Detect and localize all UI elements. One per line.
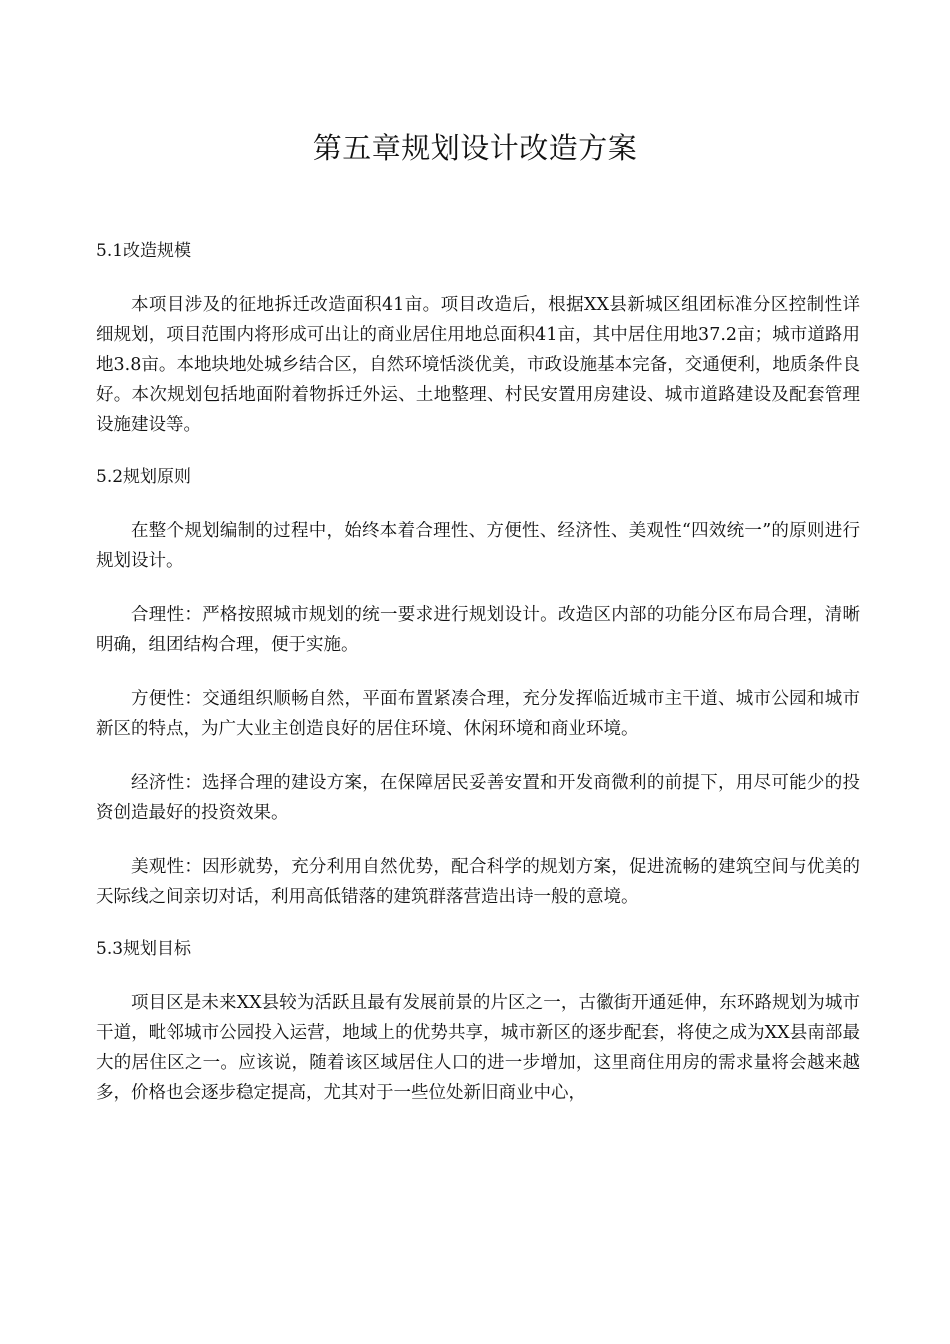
section-5-1 [96, 238, 860, 440]
document-body [96, 238, 860, 1132]
paragraph: 本项目涉及的征地拆迁改造面积41亩。项目改造后，根据XX县新城区组团标准分区控制性详细规划，项目范围内将形成可出让的商业居住用地总面积41亩，其中居住用地37.2亩；城市道路用地3.8亩。本地块地处城乡结合区，自然环境恬淡优美，市政设施基本完备，交通便利，地质条件良好。本次规划包括地面附着物拆迁外运、土地整理、村民安置用房建设、城市道路建设及配套管理设施建设等。 [96, 295, 860, 435]
section-heading: 5.1改造规模 [96, 241, 192, 261]
section-5-3 [96, 936, 860, 1108]
paragraph: 项目区是未来XX县较为活跃且最有发展前景的片区之一，古徽街开通延伸，东环路规划为城市干道，毗邻城市公园投入运营，地域上的优势共享，城市新区的逐步配套，将使之成为XX县南部最大的居住区之一。应该说，随着该区域居住人口的进一步增加，这里商住用房的需求量将会越来越多，价格也会逐步稳定提高，尤其对于一些位处新旧商业中心， [96, 993, 860, 1103]
paragraph: 经济性：选择合理的建设方案，在保障居民妥善安置和开发商微利的前提下，用尽可能少的投资创造最好的投资效果。 [96, 773, 860, 823]
paragraph: 合理性：严格按照城市规划的统一要求进行规划设计。改造区内部的功能分区布局合理，清晰明确，组团结构合理，便于实施。 [96, 605, 860, 655]
section-5-2 [96, 464, 860, 912]
paragraph: 美观性：因形就势，充分利用自然优势，配合科学的规划方案，促进流畅的建筑空间与优美的天际线之间亲切对话，利用高低错落的建筑群落营造出诗一般的意境。 [96, 857, 860, 907]
page-title: 第五章规划设计改造方案 [312, 131, 638, 165]
paragraph: 在整个规划编制的过程中，始终本着合理性、方便性、经济性、美观性“四效统一”的原则进行规划设计。 [96, 521, 860, 571]
section-heading: 5.2规划原则 [96, 467, 192, 487]
section-heading: 5.3规划目标 [96, 939, 192, 959]
paragraph: 方便性：交通组织顺畅自然，平面布置紧凑合理，充分发挥临近城市主干道、城市公园和城市新区的特点，为广大业主创造良好的居住环境、休闲环境和商业环境。 [96, 689, 860, 739]
